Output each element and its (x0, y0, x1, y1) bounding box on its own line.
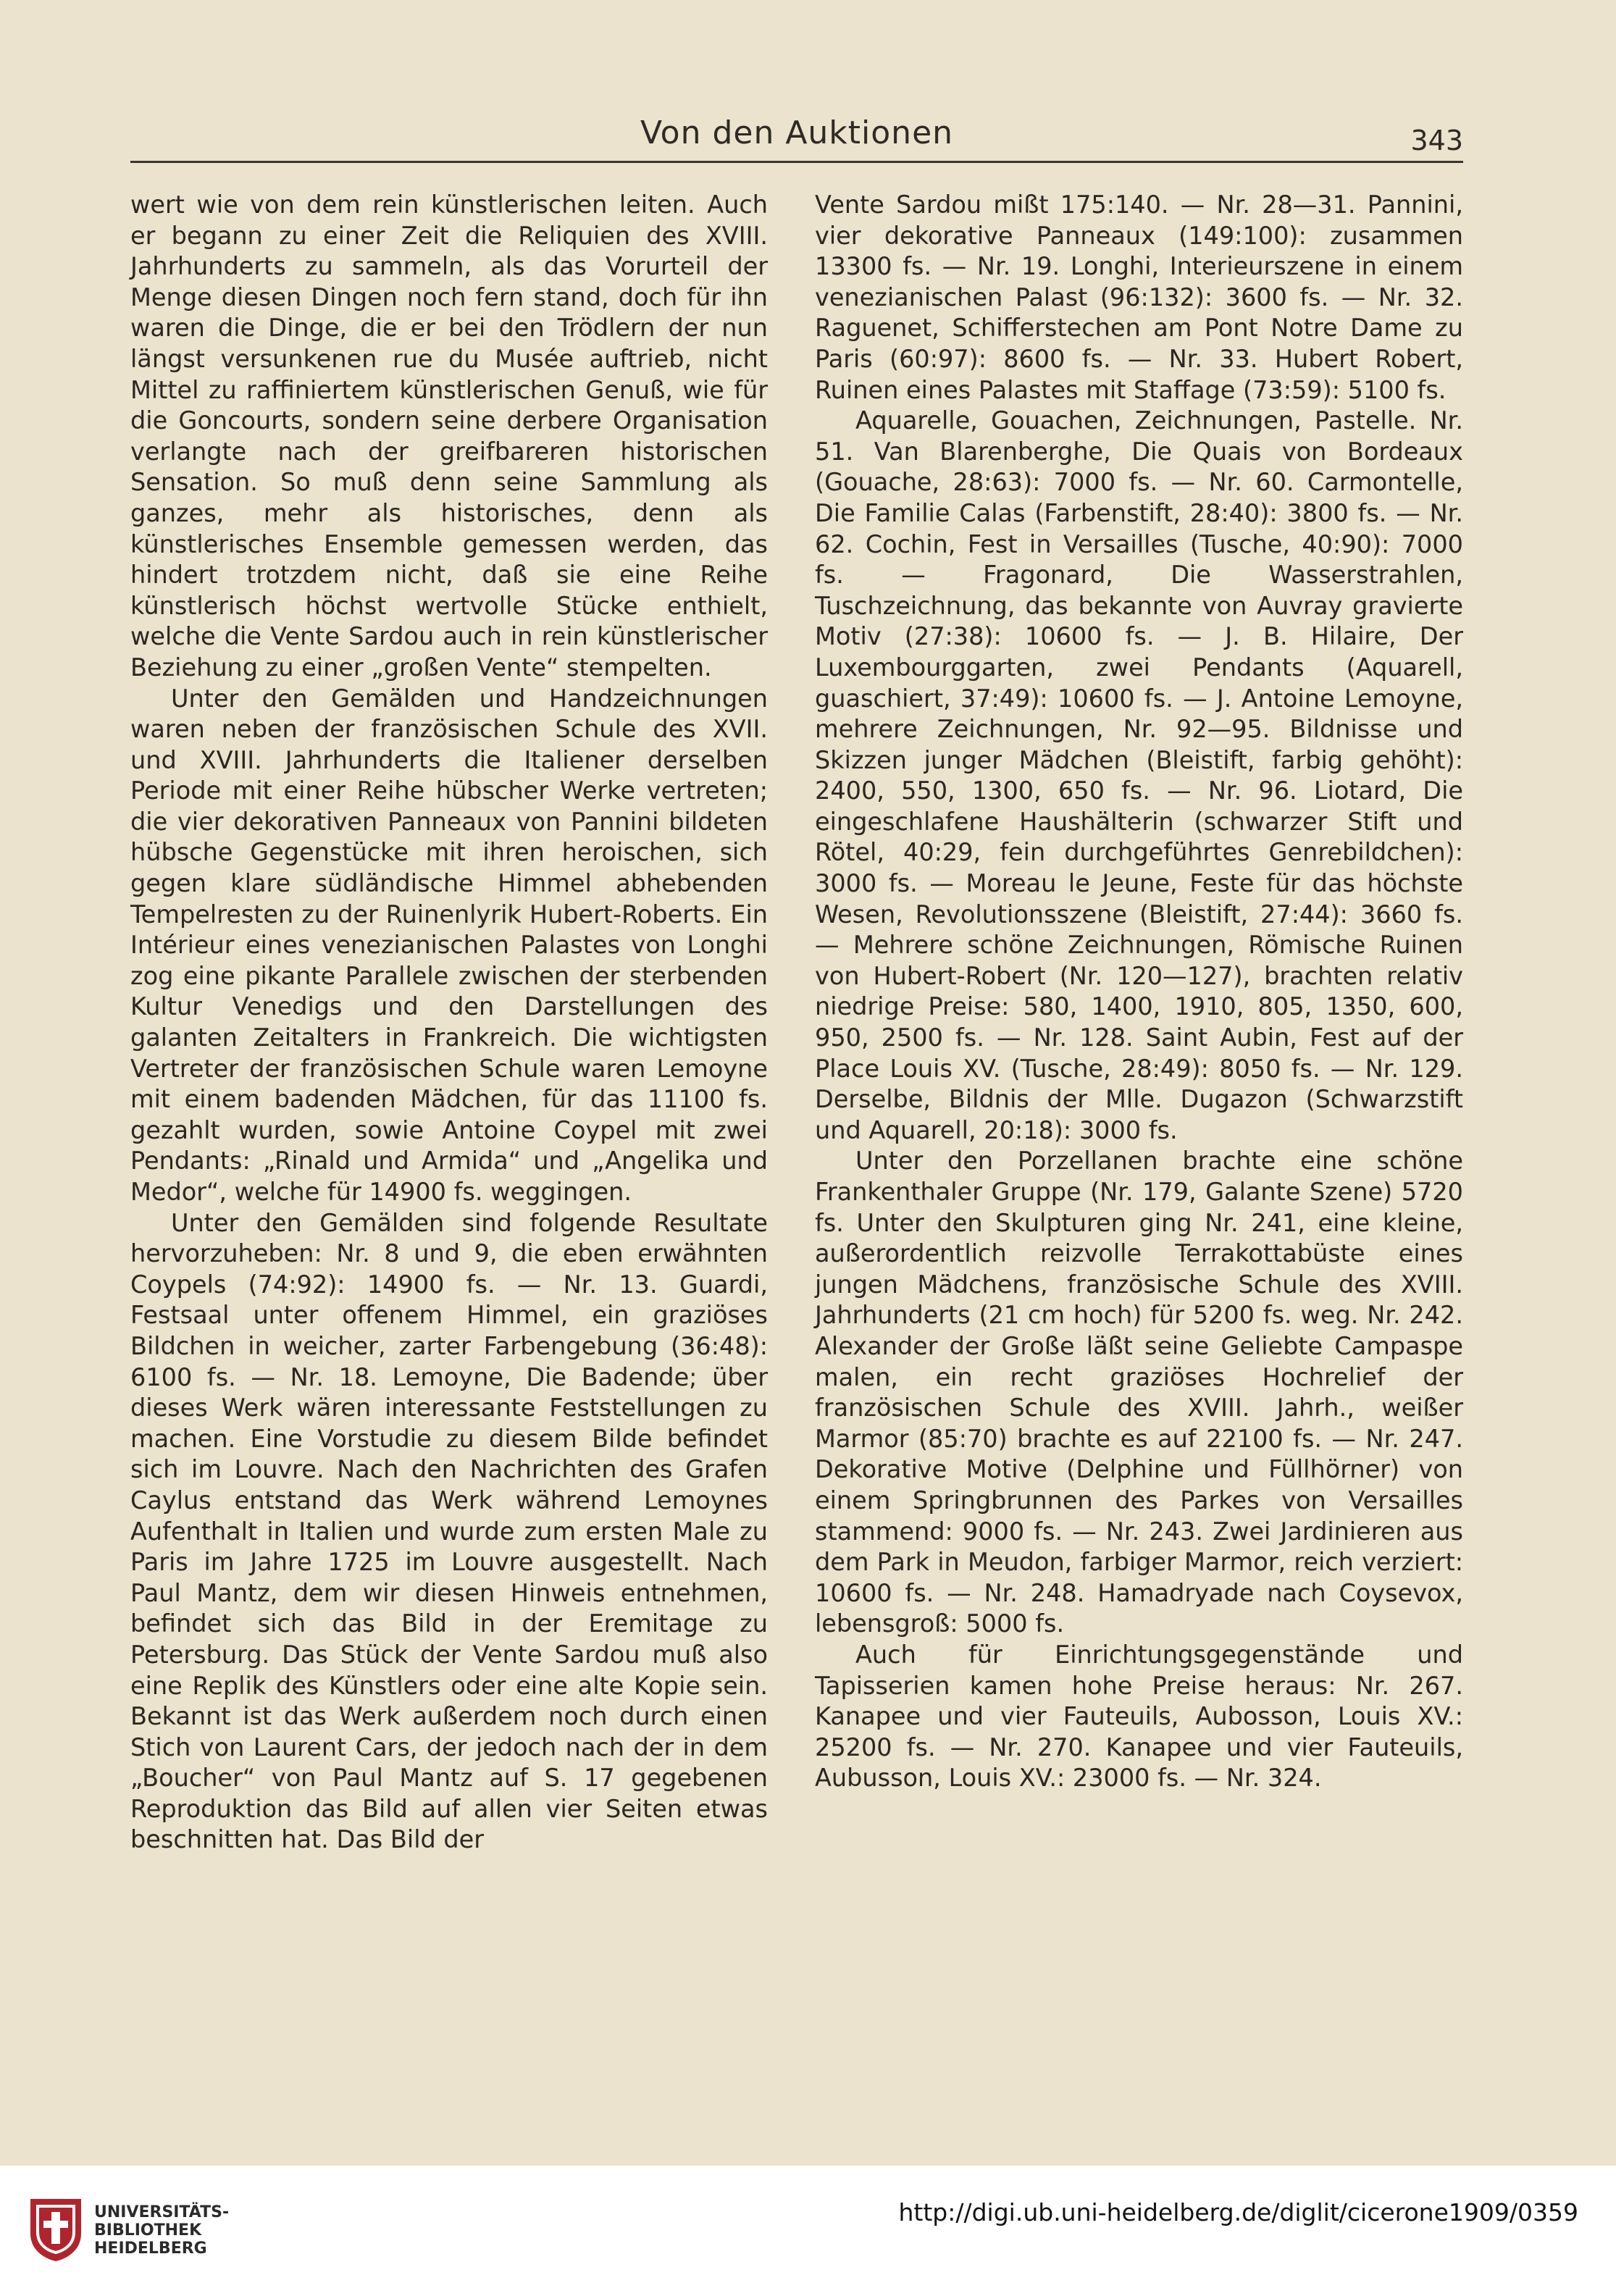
university-seal-icon (28, 2196, 84, 2263)
library-logo[interactable] (28, 2196, 245, 2268)
paragraph: Aquarelle, Gouachen, Zeichnungen, Pastelle. Nr. 51. Van Blarenberghe, Die Quais von Bordeaux (Gouache, 28:63): 7000 fs. — Nr. 60. Carmontelle, Die Familie Calas (Farbenstift, 28:40): 3800 fs. — Nr. 62. Cochin, Fest in Versailles (Tusche, 40:90): 7000 fs. — Fragonard, Die Wasserstrahlen, Tuschzeichnung, das bekannte von Auvray gravierte Motiv (27:38): 10600 fs. — J. B. Hilaire, Der Luxembourggarten, zwei Pendants (Aquarell, guaschiert, 37:49): 10600 fs. — J. Antoine Lemoyne, mehrere Zeichnungen, Nr. 92—95. Bildnisse und Skizzen junger Mädchen (Bleistift, farbig gehöht): 2400, 550, 1300, 650 fs. — Nr. 96. Liotard, Die eingeschlafene Haushälterin (schwarzer Stift und Rötel, 40:29, fein durchgeführtes Genrebildchen): 3000 fs. — Moreau le Jeune, Feste für das höchste Wesen, Revolutionsszene (Bleistift, 27:44): 3660 fs. — Mehrere schöne Zeichnungen, Römische Ruinen von Hubert-Robert (Nr. 120—127), brachten relativ niedrige Preise: 580, 1400, 1910, 805, 1350, 600, 950, 2500 fs. — Nr. 128. Saint Aubin, Fest auf der Place Louis XV. (Tusche, 28:49): 8050 fs. — Nr. 129. Derselbe, Bildnis der Mlle. Dugazon (Schwarzstift und Aquarell, 20:18): 3000 fs. (815, 406, 1463, 1144)
paragraph: Auch für Einrichtungsgegenstände und Tapisserien kamen hohe Preise heraus: Nr. 267. Kanapee und vier Fauteuils, Aubosson, Louis XV.: 25200 fs. — Nr. 270. Kanapee und vier Fauteuils, Aubusson, Louis XV.: 23000 fs. — Nr. 324. (815, 1640, 1463, 1793)
paragraph: Vente Sardou mißt 175:140. — Nr. 28—31. Pannini, vier dekorative Panneaux (149:100): zusammen 13300 fs. — Nr. 19. Longhi, Interieurszene in einem venezianischen Palast (96:132): 3600 fs. — Nr. 32. Raguenet, Schifferstechen am Pont Notre Dame zu Paris (60:97): 8600 fs. — Nr. 33. Hubert Robert, Ruinen eines Palastes mit Staffage (73:59): 5100 fs. (815, 190, 1463, 404)
left-column (130, 190, 768, 1856)
header-rule (130, 161, 1463, 163)
permalink-url[interactable]: http://digi.ub.uni-heidelberg.de/diglit/cicerone1909/0359 (898, 2198, 1578, 2226)
viewer-footer (0, 2166, 1616, 2296)
paragraph: Unter den Porzellanen brachte eine schöne Frankenthaler Gruppe (Nr. 179, Galante Szene) 5720 fs. Unter den Skulpturen ging Nr. 241, eine kleine, außerordentlich reizvolle Terrakottabüste eines jungen Mädchens, französische Schule des XVIII. Jahrhunderts (21 cm hoch) für 5200 fs. weg. Nr. 242. Alexander der Große läßt seine Geliebte Campaspe malen, ein recht graziöses Hochrelief der französischen Schule des XVIII. Jahrh., weißer Marmor (85:70) brachte es auf 22100 fs. — Nr. 247. Dekorative Motive (Delphine und Füllhörner) von einem Springbrunnen des Parkes von Versailles stammend: 9000 fs. — Nr. 243. Zwei Jardinieren aus dem Park in Meudon, farbiger Marmor, reich verziert: 10600 fs. — Nr. 248. Hamadryade nach Coysevox, lebensgroß: 5000 fs. (815, 1147, 1463, 1638)
paragraph: wert wie von dem rein künstlerischen leiten. Auch er begann zu einer Zeit die Reliquien des XVIII. Jahrhunderts zu sammeln, als das Vorurteil der Menge diesen Dingen noch fern stand, doch für ihn waren die Dinge, die er bei den Trödlern der nun längst versunkenen rue du Musée auftrieb, nicht Mittel zu raffiniertem künstlerischen Genuß, wie für die Goncourts, sondern seine derbere Organisation verlangte nach der greifbareren historischen Sensation. So muß denn seine Sammlung als ganzes, mehr als historisches, denn als künstlerisches Ensemble gemessen werden, das hindert trotzdem nicht, daß sie eine Reihe künstlerisch höchst wertvolle Stücke enthielt, welche die Vente Sardou auch in rein künstlerischer Beziehung zu einer „großen Vente“ stempelten. (130, 190, 768, 682)
page-title: Von den Auktionen (640, 114, 954, 151)
paragraph: Unter den Gemälden und Handzeichnungen waren neben der französischen Schule des XVII. und XVIII. Jahrhunderts die Italiener derselben Periode mit einer Reihe hübscher Werke vertreten; die vier dekorativen Panneaux von Pannini bildeten hübsche Gegenstücke mit ihren heroischen, sich gegen klare südländische Himmel abhebenden Tempelresten zu der Ruinenlyrik Hubert-Roberts. Ein Intérieur eines venezianischen Palastes von Longhi zog eine pikante Parallele zwischen der sterbenden Kultur Venedigs und den Darstellungen des galanten Zeitalters in Frankreich. Die wichtigsten Vertreter der französischen Schule waren Lemoyne mit einem badenden Mädchen, für das 11100 fs. gezahlt wurden, sowie Antoine Coypel mit zwei Pendants: „Rinald und Armida“ und „Angelika und Medor“, welche für 14900 fs. weggingen. (130, 684, 768, 1206)
library-name: UNIVERSITÄTS- BIBLIOTHEK HEIDELBERG (94, 2203, 230, 2258)
right-column (815, 190, 1463, 1794)
page-number: 343 (1410, 125, 1463, 156)
running-header (130, 109, 1463, 159)
paragraph: Unter den Gemälden sind folgende Resultate hervorzuheben: Nr. 8 und 9, die eben erwähnten Coypels (74:92): 14900 fs. — Nr. 13. Guardi, Festsaal unter offenem Himmel, ein graziöses Bildchen in weicher, zarter Farbengebung (36:48): 6100 fs. — Nr. 18. Lemoyne, Die Badende; über dieses Werk wären interessante Feststellungen zu machen. Eine Vorstudie zu diesem Bilde befindet sich im Louvre. Nach den Nachrichten des Grafen Caylus entstand das Werk während Lemoynes Aufenthalt in Italien und wurde zum ersten Male zu Paris im Jahre 1725 im Louvre ausgestellt. Nach Paul Mantz, dem wir diesen Hinweis entnehmen, befindet sich das Bild in der Eremitage zu Petersburg. Das Stück der Vente Sardou muß also eine Replik des Künstlers oder eine alte Kopie sein. Bekannt ist das Werk außerdem noch durch einen Stich von Laurent Cars, der jedoch nach der in dem „Boucher“ von Paul Mantz auf S. 17 gegebenen Reproduktion das Bild auf allen vier Seiten etwas beschnitten hat. Das Bild der (130, 1208, 768, 1854)
